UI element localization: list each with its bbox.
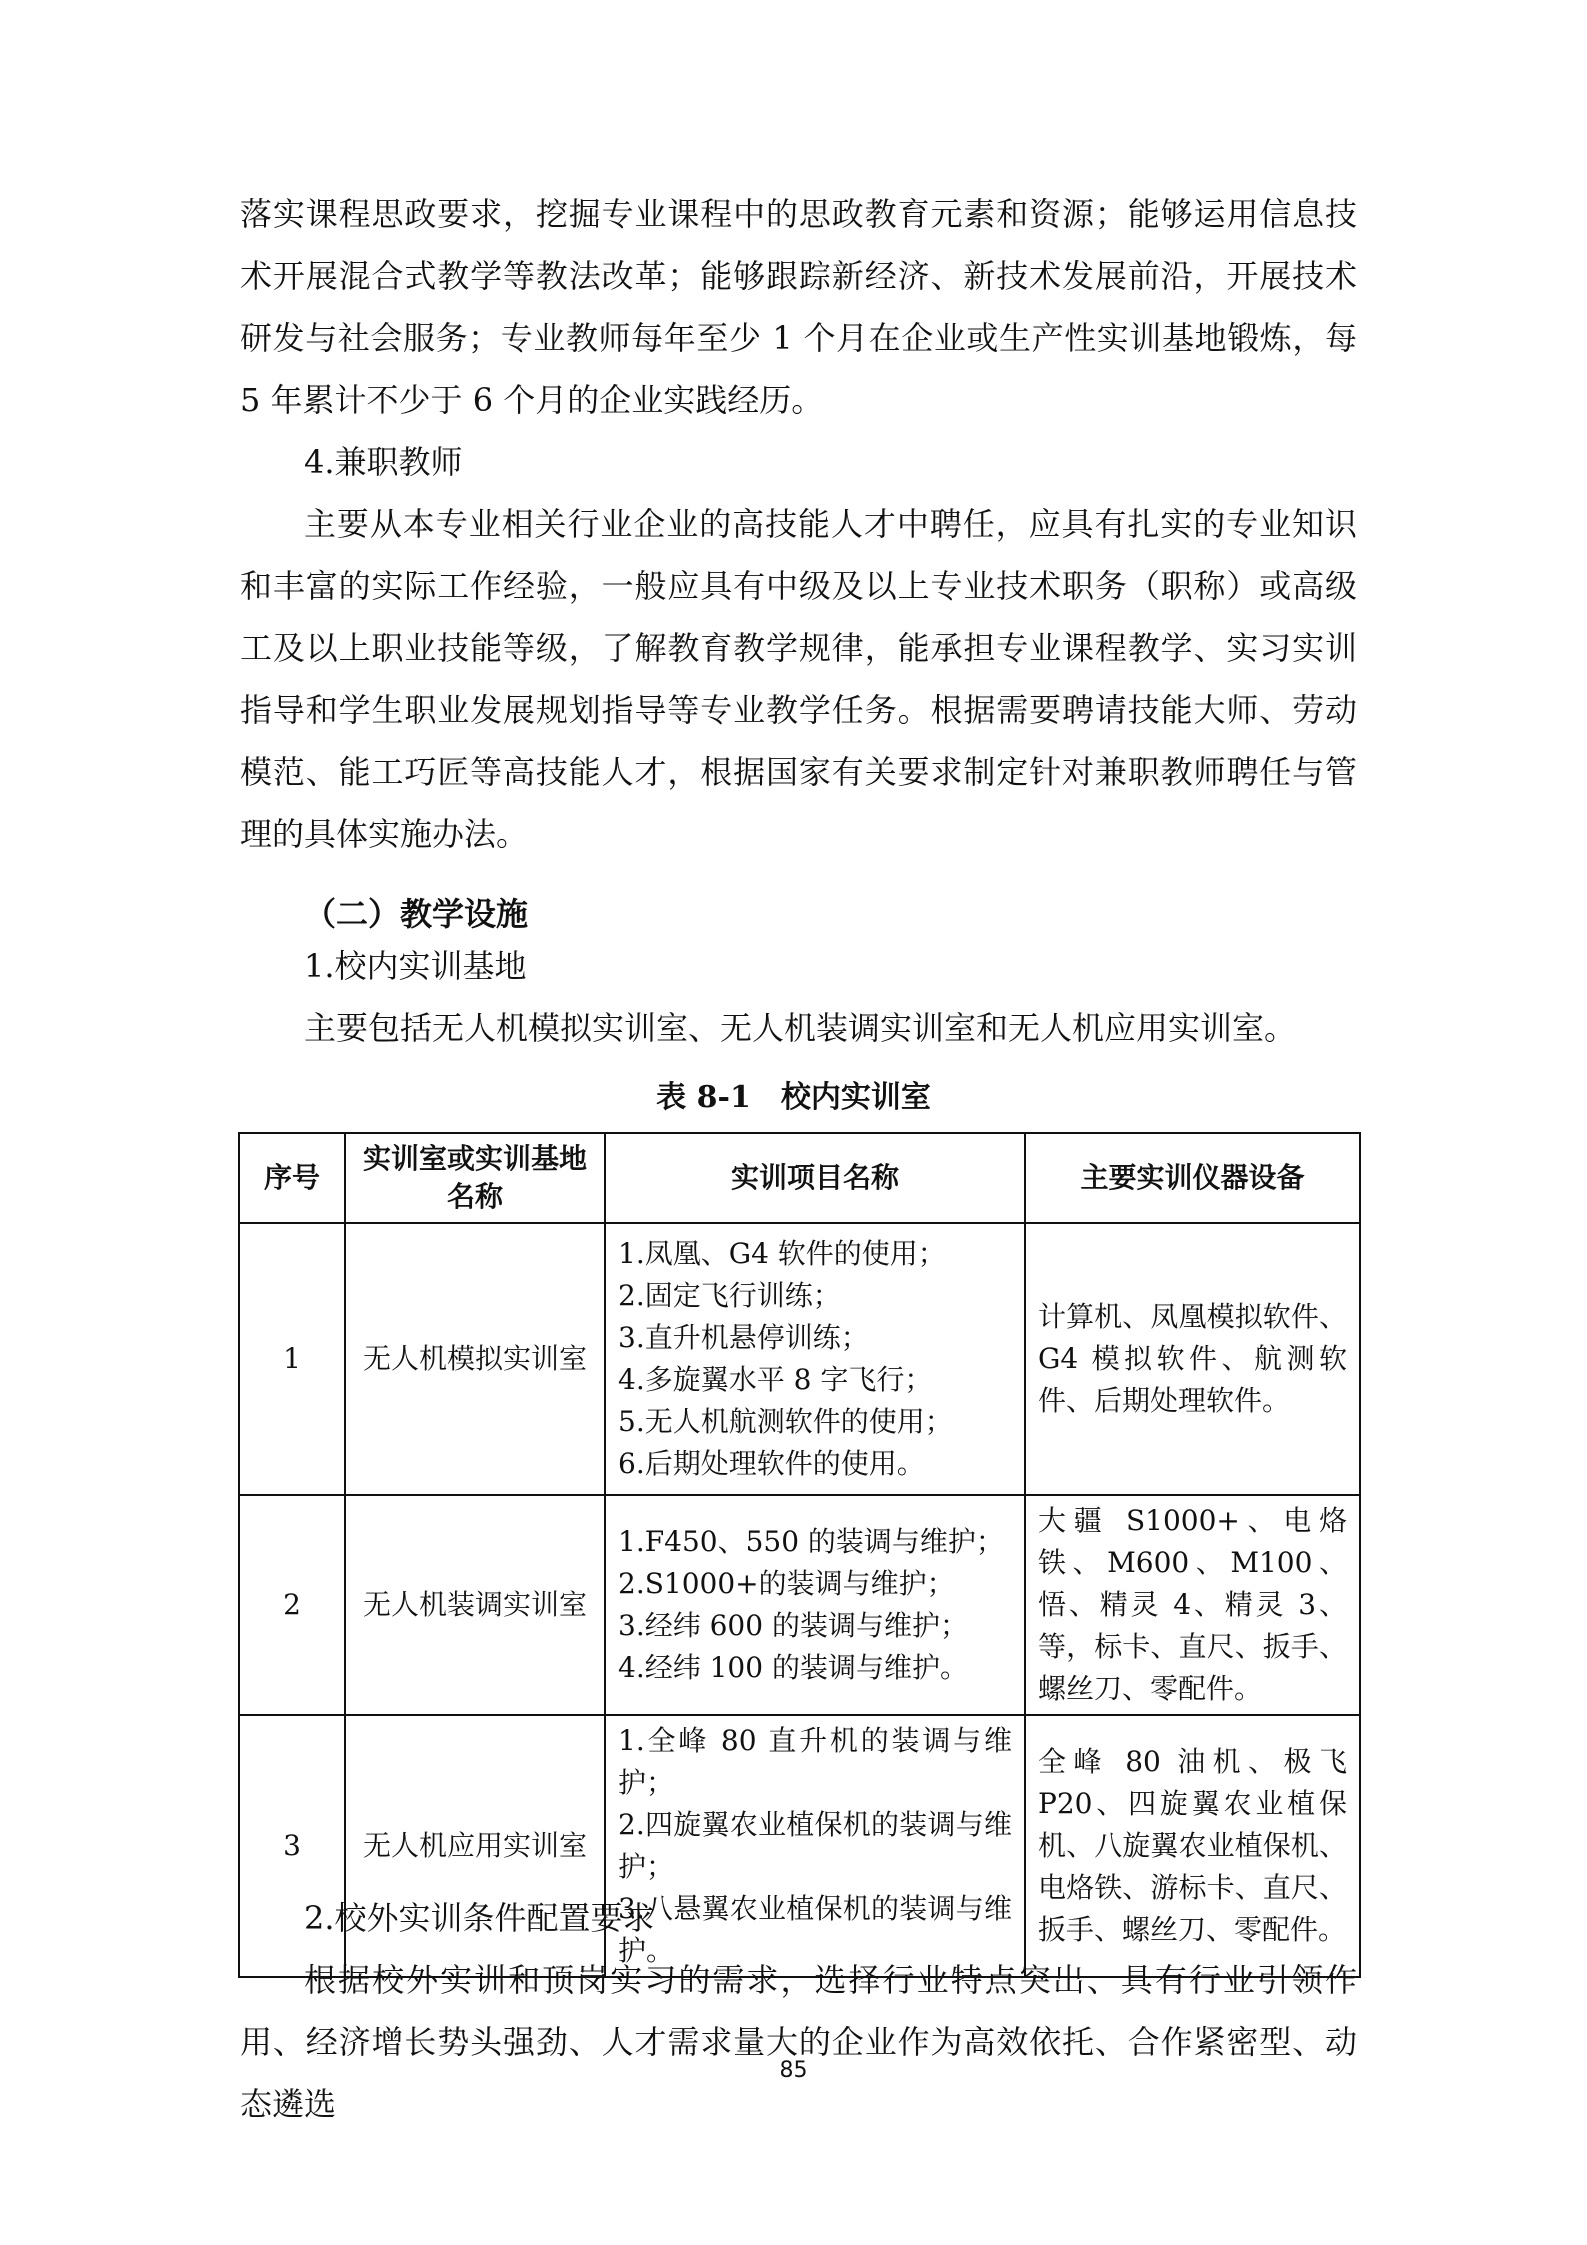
header-no: 序号: [239, 1133, 345, 1223]
row-name: 无人机装调实训室: [345, 1495, 605, 1715]
project-item: 1.凤凰、G4 软件的使用；: [618, 1237, 946, 1270]
table-row: [239, 1223, 1360, 1495]
header-projects: 实训项目名称: [605, 1133, 1025, 1223]
row-projects: [605, 1495, 1025, 1715]
subsection-2-block: [240, 1949, 1357, 2135]
project-item: 4.多旋翼水平 8 字飞行；: [618, 1363, 933, 1396]
table-header-row: [239, 1133, 1360, 1223]
row-projects: [605, 1223, 1025, 1495]
project-item: 4.经纬 100 的装调与维护。: [618, 1651, 968, 1684]
project-item: 3.八悬翼农业植保机的装调与维护。: [618, 1892, 1012, 1967]
project-item: 2.四旋翼农业植保机的装调与维护；: [618, 1808, 1012, 1883]
header-equipment: 主要实训仪器设备: [1025, 1133, 1360, 1223]
header-name: 实训室或实训基地名称: [345, 1133, 605, 1223]
row-equipment: 大疆 S1000+、电烙铁、M600、M100、悟、精灵 4、精灵 3、等，标卡、直尺、扳手、螺丝刀、零配件。: [1025, 1495, 1360, 1715]
row-equipment: 全峰 80 油机、极飞 P20、四旋翼农业植保机、八旋翼农业植保机、电烙铁、游标卡、直尺、扳手、螺丝刀、零配件。: [1025, 1715, 1360, 1977]
subsection-1-paragraph: 主要包括无人机模拟实训室、无人机装调实训室和无人机应用实训室。: [304, 1009, 1297, 1047]
project-item: 5.无人机航测软件的使用；: [618, 1405, 953, 1438]
table-row: [239, 1495, 1360, 1715]
project-item: 3.经纬 600 的装调与维护；: [618, 1609, 968, 1642]
project-item: 6.后期处理软件的使用。: [618, 1447, 925, 1480]
row-name: 无人机应用实训室: [345, 1715, 605, 1977]
training-room-table: [238, 1132, 1361, 1978]
section-2-heading: （二）教学设施: [304, 895, 529, 933]
row-no: 1: [239, 1223, 345, 1495]
project-item: 3.直升机悬停训练；: [618, 1321, 869, 1354]
table-caption: 表 8-1 校内实训室: [656, 1080, 931, 1115]
row-no: 2: [239, 1495, 345, 1715]
row-name: 无人机模拟实训室: [345, 1223, 605, 1495]
page-number: 85: [779, 2058, 808, 2083]
row-no: 3: [239, 1715, 345, 1977]
section-4-paragraph: 主要从本专业相关行业企业的高技能人才中聘任，应具有扎实的专业知识和丰富的实际工作经验，一般应具有中级及以上专业技术职务（职称）或高级工及以上职业技能等级，了解教育教学规律，能承担专业课程教学、实习实训指导和学生职业发展规划指导等专业教学任务。根据需要聘请技能大师、劳动模范、能工巧匠等高技能人才，根据国家有关要求制定针对兼职教师聘任与管理的具体实施办法。: [240, 505, 1357, 853]
intro-paragraph: 落实课程思政要求，挖掘专业课程中的思政教育元素和资源；能够运用信息技术开展混合式教学等教法改革；能够跟踪新经济、新技术发展前沿，开展技术研发与社会服务；专业教师每年至少 1 个月在企业或生产性实训基地锻炼，每 5 年累计不少于 6 个月的企业实践经历。: [240, 195, 1357, 419]
project-item: 2.固定飞行训练；: [618, 1279, 841, 1312]
project-item: 2.S1000+的装调与维护；: [618, 1567, 955, 1600]
subsection-1-block: [240, 997, 1357, 1059]
subsection-2-heading: 2.校外实训条件配置要求: [304, 1899, 655, 1937]
intro-block: [240, 183, 1357, 431]
subsection-1-heading: 1.校内实训基地: [304, 947, 527, 985]
row-equipment: 计算机、凤凰模拟软件、G4 模拟软件、航测软件、后期处理软件。: [1025, 1223, 1360, 1495]
section-4-block: [240, 493, 1357, 865]
project-item: 1.全峰 80 直升机的装调与维护；: [618, 1724, 1012, 1799]
section-4-heading: 4.兼职教师: [304, 443, 463, 481]
row-projects: [605, 1715, 1025, 1977]
project-item: 1.F450、550 的装调与维护；: [618, 1525, 1004, 1558]
subsection-2-paragraph: 根据校外实训和顶岗实习的需求，选择行业特点突出、具有行业引领作用、经济增长势头强劲、人才需求量大的企业作为高效依托、合作紧密型、动态遴选: [240, 1961, 1357, 2123]
